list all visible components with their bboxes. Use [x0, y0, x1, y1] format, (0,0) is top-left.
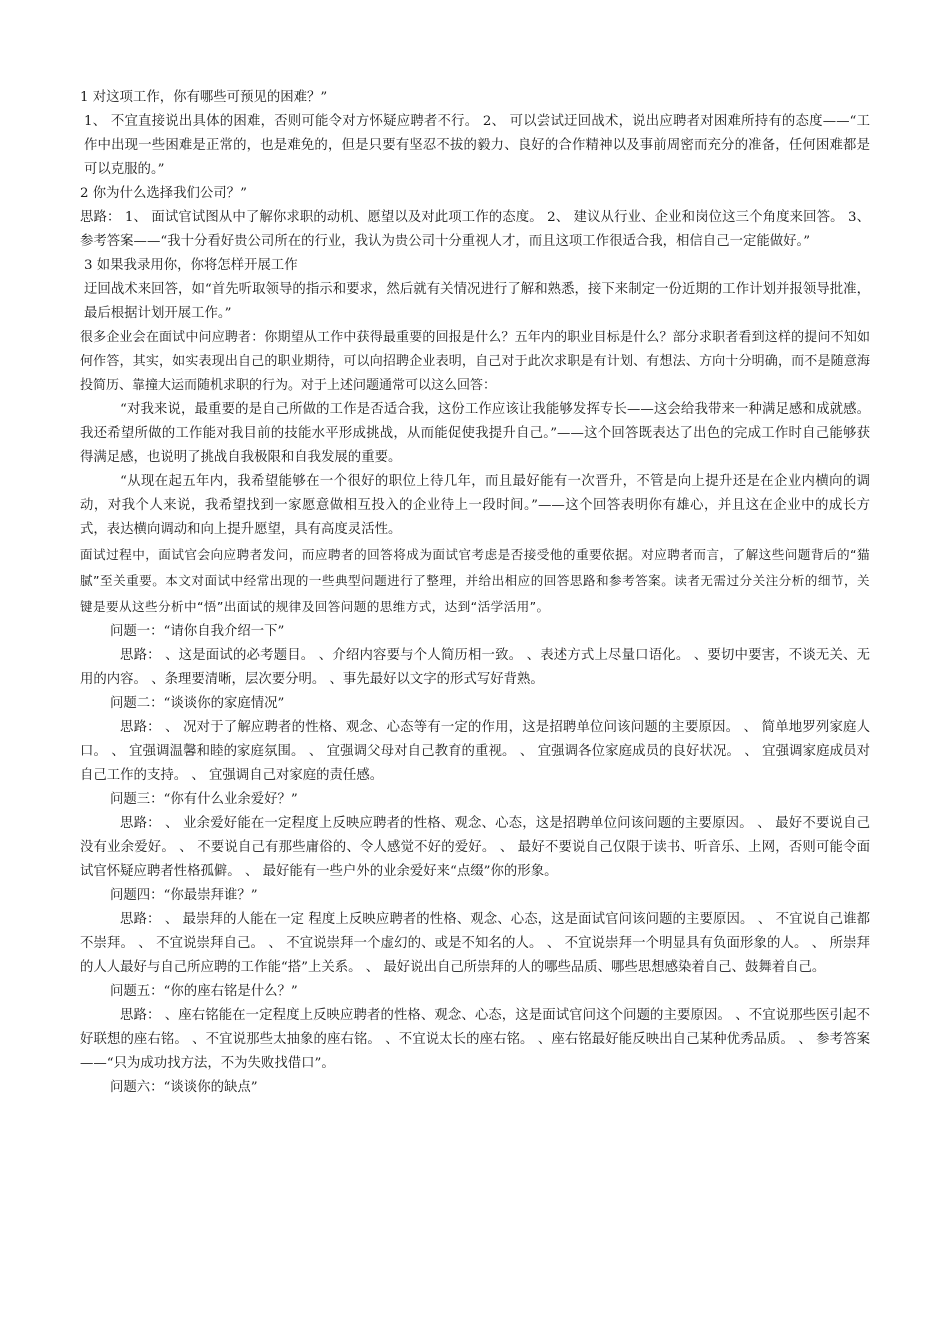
- problem-1-answer: 思路： 、这是面试的必考题目。 、介绍内容要与个人简历相一致。 、表述方式上尽量口语化。 、要切中要害，不谈无关、无用的内容。 、条理要清晰，层次要分明。 、事先最好以文字的形式写好背熟。: [80, 648, 870, 687]
- problem-5-answer: 思路： 、座右铭能在一定程度上反映应聘者的性格、观念、心态，这是面试官问这个问题的主要原因。 、不宜说那些医引起不好联想的座右铭。 、不宜说那些太抽象的座右铭。 、不宜说太长的座右铭。 、座右铭最好能反映出自己某种优秀品质。 、 参考答案——“只为成功找方法，不为失败找借口”。: [80, 1008, 870, 1071]
- document-body: [80, 86, 870, 1100]
- question-1-answer: 1、 不宜直接说出具体的困难，否则可能令对方怀疑应聘者不行。 2、 可以尝试迂回战术，说出应聘者对困难所持有的态度——“工作中出现一些困难是正常的，也是难免的，但是只要有坚忍不拔的毅力、良好的合作精神以及事前周密而充分的准备，任何困难都是可以克服的。”: [84, 114, 870, 177]
- problem-6-heading: 问题六：“谈谈你的缺点”: [110, 1080, 258, 1095]
- problem-1-heading: 问题一：“请你自我介绍一下”: [110, 624, 285, 639]
- question-1-heading: 1 对这项工作，你有哪些可预见的困难？”: [80, 90, 328, 105]
- problem-3-heading: 问题三：“你有什么业余爱好？”: [110, 792, 298, 807]
- problem-4-heading: 问题四：“你最崇拜谁？”: [110, 888, 258, 903]
- problem-2-answer: 思路： 、 况对于了解应聘者的性格、观念、心态等有一定的作用，这是招聘单位问该问题的主要原因。 、 简单地罗列家庭人口。 、 宜强调温馨和睦的家庭氛围。 、 宜强调父母对自己教育的重视。 、 宜强调各位家庭成员的良好状况。 、 宜强调家庭成员对自己工作的支持。 、 宜强调自己对家庭的责任感。: [80, 720, 870, 783]
- problem-4-answer: 思路： 、 最崇拜的人能在一定 程度上反映应聘者的性格、观念、心态，这是面试官问该问题的主要原因。 、 不宜说自己谁都不崇拜。 、 不宜说崇拜自己。 、 不宜说崇拜一个虚幻的、或是不知名的人。 、 不宜说崇拜一个明显具有负面形象的人。 、 所崇拜的人人最好与自己所应聘的工作能“搭”上关系。 、 最好说出自己所崇拜的人的哪些品质、哪些思想感染着自己、鼓舞着自己。: [80, 912, 870, 975]
- career-goal-answer-2: “从现在起五年内，我希望能够在一个很好的职位上待几年，而且最好能有一次晋升，不管是向上提升还是在企业内横向的调动，对我个人来说，我希望找到一家愿意做相互投入的企业待上一段时间。”——这个回答表明你有雄心，并且这在企业中的成长方式，表达横向调动和向上提升愿望，具有高度灵活性。: [80, 474, 870, 537]
- problem-2-heading: 问题二：“谈谈你的家庭情况”: [110, 696, 285, 711]
- question-3-answer: 迂回战术来回答，如“首先听取领导的指示和要求，然后就有关情况进行了解和熟悉，接下来制定一份近期的工作计划并报领导批准，最后根据计划开展工作。”: [84, 282, 870, 321]
- career-goal-intro: 很多企业会在面试中问应聘者：你期望从工作中获得最重要的回报是什么？五年内的职业目标是什么？部分求职者看到这样的提问不知如何作答，其实，如实表现出自己的职业期待，可以向招聘企业表明，自己对于此次求职是有计划、有想法、方向十分明确，而不是随意海投简历、靠撞大运而随机求职的行为。对于上述问题通常可以这么回答：: [80, 330, 870, 393]
- question-3-heading: 3 如果我录用你，你将怎样开展工作: [84, 258, 298, 273]
- problem-5-heading: 问题五：“你的座右铭是什么？”: [110, 984, 298, 999]
- career-goal-answer-1: “对我来说，最重要的是自己所做的工作是否适合我，这份工作应该让我能够发挥专长——这会给我带来一种满足感和成就感。我还希望所做的工作能对我目前的技能水平形成挑战，从而能促使我提升自己。”——这个回答既表达了出色的完成工作时自己能够获得满足感，也说明了挑战自我极限和自我发展的重要。: [80, 402, 870, 465]
- question-2-heading: 2 你为什么选择我们公司？”: [80, 186, 247, 201]
- interview-overview: 面试过程中，面试官会向应聘者发问，而应聘者的回答将成为面试官考虑是否接受他的重要依据。对应聘者而言，了解这些问题背后的“猫腻”至关重要。本文对面试中经常出现的一些典型问题进行了整理，并给出相应的回答思路和参考答案。读者无需过分关注分析的细节，关键是要从这些分析中“悟”出面试的规律及回答问题的思维方式，达到“活学活用”。: [80, 547, 870, 614]
- problem-3-answer: 思路： 、 业余爱好能在一定程度上反映应聘者的性格、观念、心态，这是招聘单位问该问题的主要原因。 、 最好不要说自己没有业余爱好。 、 不要说自己有那些庸俗的、令人感觉不好的爱好。 、 最好不要说自己仅限于读书、听音乐、上网，否则可能令面试官怀疑应聘者性格孤僻。 、 最好能有一些户外的业余爱好来“点缀”你的形象。: [80, 816, 870, 879]
- question-2-answer: 思路： 1、 面试官试图从中了解你求职的动机、愿望以及对此项工作的态度。 2、 建议从行业、企业和岗位这三个角度来回答。 3、 参考答案——“我十分看好贵公司所在的行业，我认为贵公司十分重视人才，而且这项工作很适合我，相信自己一定能做好。”: [80, 210, 870, 249]
